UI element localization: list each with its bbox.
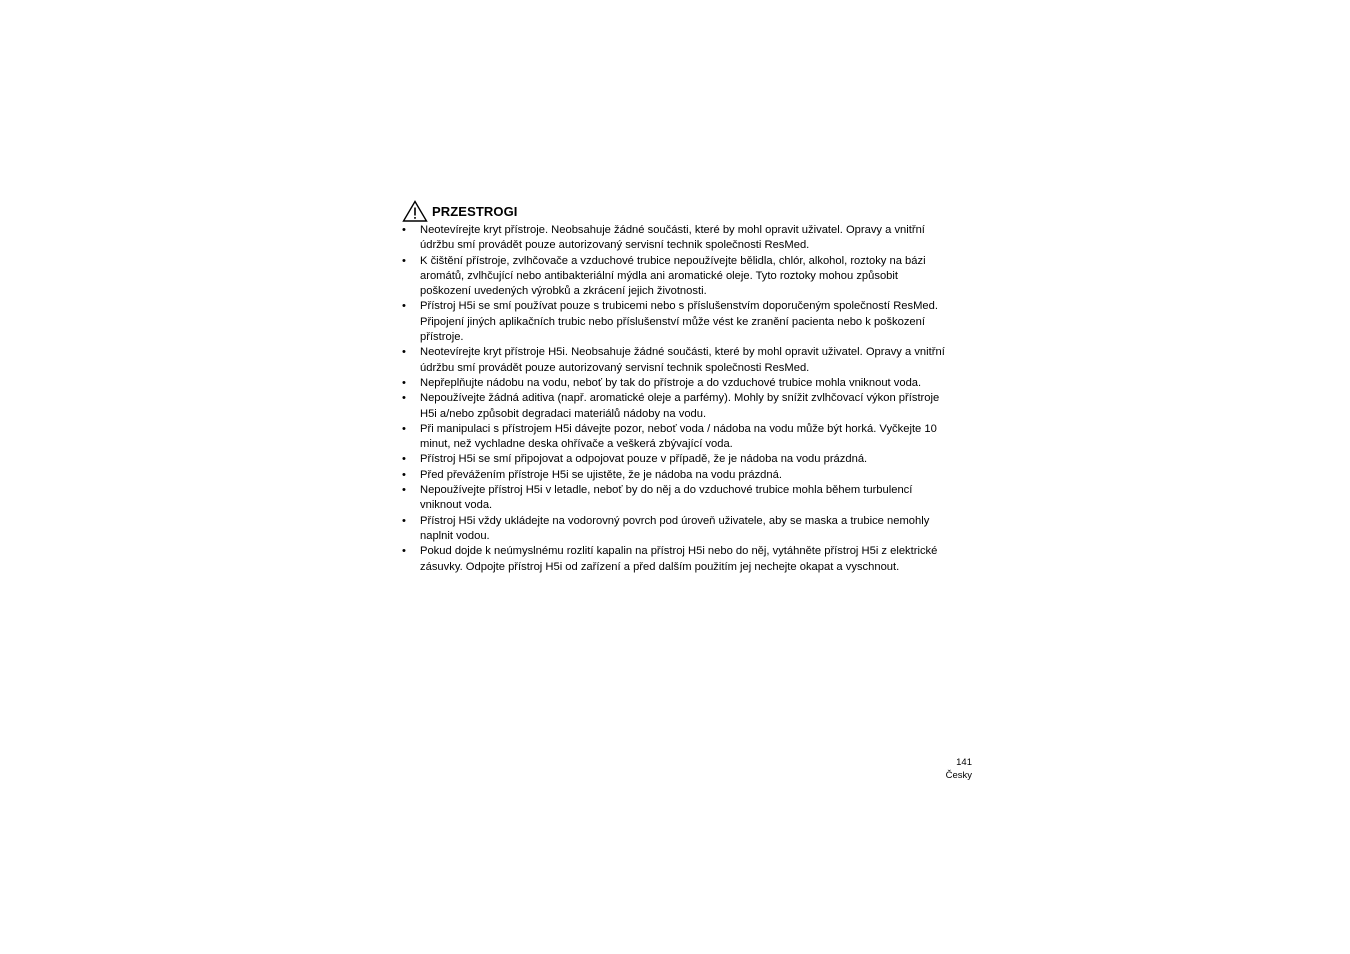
- bullet: •: [402, 453, 406, 466]
- warning-triangle-icon: [402, 200, 428, 222]
- list-item: [402, 345, 950, 376]
- list-item: [402, 544, 950, 575]
- bullet: •: [402, 514, 406, 527]
- language-label: Česky: [945, 770, 972, 781]
- list-item-text: Neotevírejte kryt přístroje H5i. Neobsahuje žádné součásti, které by mohl opravit uživatel. Opravy a vnitřní údržbu smí provádět pouze autorizovaný servisní technik společnosti ResMed.: [420, 346, 945, 374]
- bullet: •: [402, 392, 406, 405]
- page-number: 141: [956, 757, 972, 768]
- list-item: [402, 452, 950, 467]
- list-item-text: Před převážením přístroje H5i se ujistěte, že je nádoba na vodu prázdná.: [420, 468, 782, 481]
- list-item-text: K čištění přístroje, zvlhčovače a vzduchové trubice nepoužívejte bělidla, chlór, alkohol, roztoky na bázi aromátů, zvlhčující nebo antibakteriální mýdla ani aromatické oleje. Tyto roztoky mohou způsobit poškození uvedených výrobků a zkrácení jejich životnosti.: [420, 254, 926, 298]
- bullet: •: [402, 300, 406, 313]
- bullet: •: [402, 376, 406, 389]
- bullet: •: [402, 224, 406, 236]
- list-item-text: Nepřeplňujte nádobu na vodu, neboť by tak do přístroje a do vzduchové trubice mohla vniknout voda.: [420, 376, 922, 389]
- bullet: •: [402, 254, 406, 267]
- list-item-text: Neotevírejte kryt přístroje. Neobsahuje žádné součásti, které by mohl opravit uživatel. Opravy a vnitřní údržbu smí provádět pouze autorizovaný servisní technik společnosti ResMed.: [420, 224, 925, 252]
- bullet: •: [402, 422, 406, 435]
- bullet: •: [402, 545, 406, 558]
- list-item-text: Nepoužívejte přístroj H5i v letadle, neboť by do něj a do vzduchové trubice mohla během turbulencí vniknout voda.: [420, 484, 913, 512]
- caution-list: [402, 223, 950, 575]
- list-item-text: Při manipulaci s přístrojem H5i dávejte pozor, neboť voda / nádoba na vodu může být horká. Vyčkejte 10 minut, než vychladne deska ohřívače a veškerá zbývající voda.: [420, 422, 937, 451]
- list-item-text: Pokud dojde k neúmyslnému rozlití kapalin na přístroj H5i nebo do něj, vytáhněte přístroj H5i z elektrické zásuvky. Odpojte přístroj H5i od zařízení a před dalším použitím jej nechejte okapat a vyschnout.: [420, 545, 938, 573]
- list-item: [402, 299, 950, 345]
- list-item-text: Přístroj H5i vždy ukládejte na vodorovný povrch pod úroveň uživatele, aby se maska a trubice nemohly naplnit vodou.: [420, 514, 930, 542]
- list-item: [402, 254, 950, 300]
- list-item: [402, 468, 950, 483]
- list-item-text: Nepoužívejte žádná aditiva (např. aromatické oleje a parfémy). Mohly by snížit zvlhčovací výkon přístroje H5i a/nebo způsobit degradaci materiálů nádoby na vodu.: [420, 392, 940, 420]
- list-item-text: Přístroj H5i se smí používat pouze s trubicemi nebo s příslušenstvím doporučeným společností ResMed. Připojení jiných aplikačních trubic nebo příslušenství může vést ke zranění pacienta nebo k poškození přístroje.: [420, 300, 938, 344]
- list-item: [402, 483, 950, 514]
- bullet: •: [402, 468, 406, 481]
- list-item-text: Přístroj H5i se smí připojovat a odpojovat pouze v případě, že je nádoba na vodu prázdná.: [420, 453, 868, 466]
- list-item: [402, 391, 950, 422]
- bullet: •: [402, 346, 406, 359]
- caution-heading: [402, 199, 950, 223]
- bullet: •: [402, 484, 406, 497]
- caution-title: PRZESTROGI: [432, 203, 518, 219]
- list-item: [402, 514, 950, 545]
- list-item: [402, 376, 950, 391]
- list-item: [402, 422, 950, 453]
- caution-section: [402, 199, 950, 575]
- list-item: [402, 223, 950, 254]
